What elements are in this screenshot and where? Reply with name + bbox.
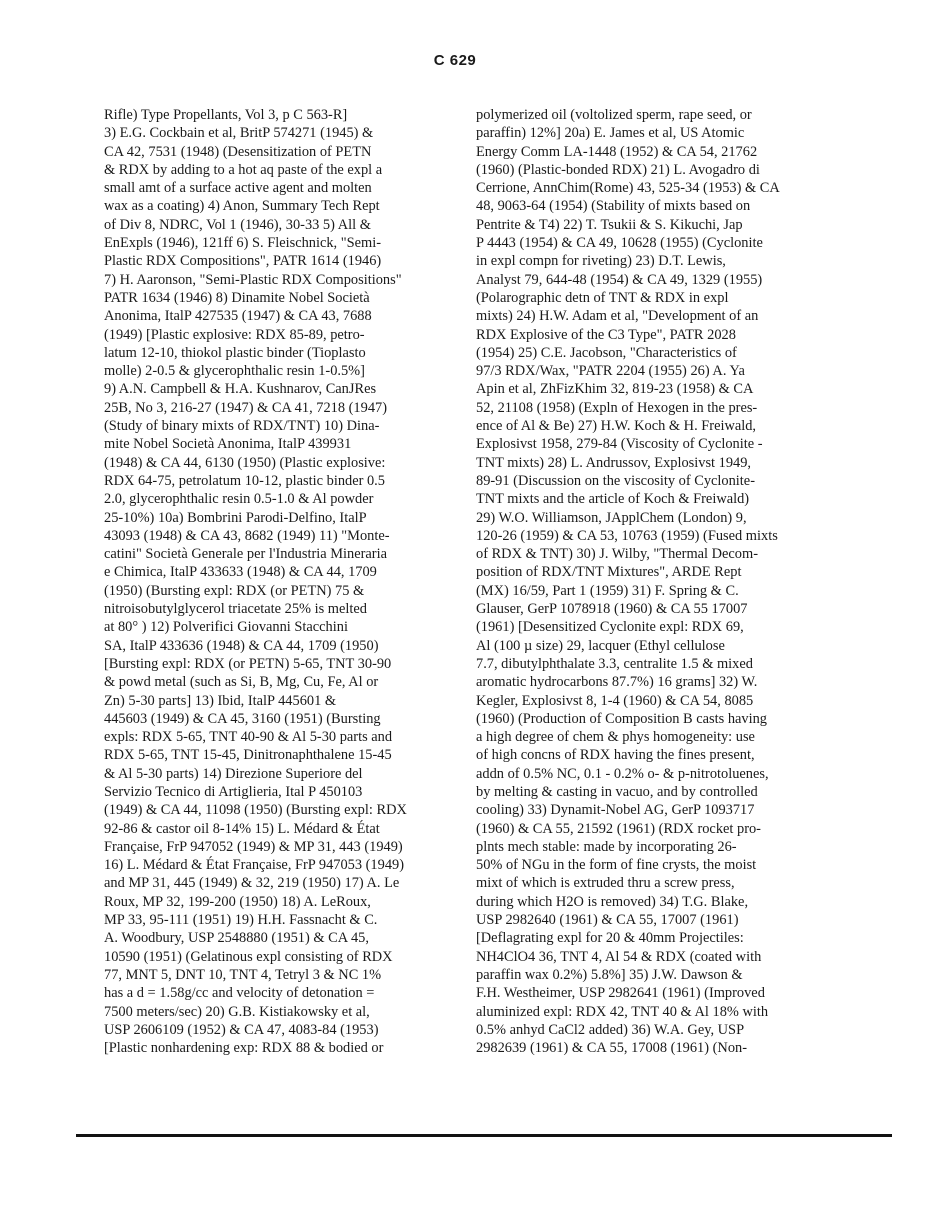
text-line: Al (100 µ size) 29, lacquer (Ethyl cellulose bbox=[476, 637, 725, 654]
text-line: Française, FrP 947052 (1949) & MP 31, 443 (1949) bbox=[104, 838, 403, 855]
footer-rule bbox=[76, 1134, 892, 1137]
text-line: 9) A.N. Campbell & H.A. Kushnarov, CanJRes bbox=[104, 381, 377, 398]
text-line: 0.5% anhyd CaCl2 added) 36) W.A. Gey, USP bbox=[476, 1021, 745, 1038]
text-line: (1954) 25) C.E. Jacobson, "Characteristics of bbox=[476, 344, 737, 361]
text-line: wax as a coating) 4) Anon, Summary Tech Rept bbox=[104, 198, 380, 215]
text-line: in expl compn for riveting) 23) D.T. Lewis, bbox=[476, 253, 726, 270]
text-line: expls: RDX 5-65, TNT 40-90 & Al 5-30 parts and bbox=[104, 729, 393, 746]
text-line: 25-10%) 10a) Bombrini Parodi-Delfino, ItalP bbox=[104, 509, 367, 526]
text-line: TNT mixts and the article of Koch & Freiwald) bbox=[476, 491, 750, 508]
text-line: aluminized expl: RDX 42, TNT 40 & Al 18% with bbox=[476, 1003, 769, 1020]
text-line: EnExpls (1946), 121ff 6) S. Fleischnick, "Semi- bbox=[104, 235, 382, 252]
text-line: Servizio Tecnico di Artiglieria, Ital P 450103 bbox=[104, 783, 363, 800]
text-line: [Plastic nonhardening exp: RDX 88 & bodied or bbox=[104, 1040, 384, 1057]
text-line: 7.7, dibutylphthalate 3.3, centralite 1.5 & mixed bbox=[476, 655, 753, 672]
text-line: 52, 21108 (1958) (Expln of Hexogen in the pres- bbox=[476, 399, 758, 416]
text-line: Apin et al, ZhFizKhim 32, 819-23 (1958) & CA bbox=[476, 381, 754, 398]
text-line: Zn) 5-30 parts] 13) Ibid, ItalP 445601 & bbox=[104, 692, 337, 709]
text-line: 97/3 RDX/Wax, "PATR 2204 (1955) 26) A. Ya bbox=[476, 363, 745, 380]
text-line: 48, 9063-64 (1954) (Stability of mixts based on bbox=[476, 198, 751, 215]
text-line: (MX) 16/59, Part 1 (1959) 31) F. Spring & C. bbox=[476, 582, 739, 599]
text-line: nitroisobutylglycerol triacetate 25% is melted bbox=[104, 601, 367, 618]
text-line: USP 2606109 (1952) & CA 47, 4083-84 (1953) bbox=[104, 1021, 379, 1038]
text-line: addn of 0.5% NC, 0.1 - 0.2% o- & p-nitrotoluenes, bbox=[476, 765, 769, 782]
text-line: aromatic hydrocarbons 87.7%) 16 grams] 32) W. bbox=[476, 674, 758, 691]
text-line: Cerrione, AnnChim(Rome) 43, 525-34 (1953) & CA bbox=[476, 180, 780, 197]
text-line: & Al 5-30 parts) 14) Direzione Superiore del bbox=[104, 765, 363, 782]
text-line: 10590 (1951) (Gelatinous expl consisting of RDX bbox=[104, 948, 393, 965]
text-line: has a d = 1.58g/cc and velocity of detonation = bbox=[104, 985, 375, 1002]
text-line: [Deflagrating expl for 20 & 40mm Projectiles: bbox=[476, 930, 744, 947]
text-line: of Div 8, NDRC, Vol 1 (1946), 30-33 5) All & bbox=[104, 216, 371, 233]
text-line: paraffin) 12%] 20a) E. James et al, US Atomic bbox=[476, 125, 745, 142]
text-line: 89-91 (Discussion on the viscosity of Cyclonite- bbox=[476, 472, 755, 489]
text-line: (Study of binary mixts of RDX/TNT) 10) Dina- bbox=[104, 418, 380, 435]
text-line: 92-86 & castor oil 8-14% 15) L. Médard & État bbox=[104, 820, 380, 837]
text-line: during which H2O is removed) 34) T.G. Blake, bbox=[476, 893, 749, 910]
text-line: (1948) & CA 44, 6130 (1950) (Plastic explosive: bbox=[104, 454, 386, 471]
text-line: 50% of NGu in the form of fine crysts, the moist bbox=[476, 857, 757, 874]
text-line: 29) W.O. Williamson, JApplChem (London) 9, bbox=[476, 509, 747, 526]
text-line: Pentrite & T4) 22) T. Tsukii & S. Kikuchi, Jap bbox=[476, 216, 743, 233]
text-line: TNT mixts) 28) L. Andrussov, Explosivst 1949, bbox=[476, 454, 752, 471]
text-line: A. Woodbury, USP 2548880 (1951) & CA 45, bbox=[104, 930, 369, 947]
page-number: C 629 bbox=[433, 52, 477, 69]
text-line: NH4ClO4 36, TNT 4, Al 54 & RDX (coated with bbox=[476, 948, 762, 965]
text-line: 43093 (1948) & CA 43, 8682 (1949) 11) "Monte- bbox=[104, 527, 390, 544]
text-line: paraffin wax 0.2%) 5.8%] 35) J.W. Dawson & bbox=[476, 966, 743, 983]
text-line: ence of Al & Be) 27) H.W. Koch & H. Freiwald, bbox=[476, 418, 757, 435]
text-line: RDX Explosive of the C3 Type", PATR 2028 bbox=[476, 326, 736, 343]
text-line: Plastic RDX Compositions", PATR 1614 (1946) bbox=[104, 253, 382, 270]
text-line: mite Nobel Società Anonima, ItalP 439931 bbox=[104, 436, 352, 453]
text-line: and MP 31, 445 (1949) & 32, 219 (1950) 17) A. Le bbox=[104, 875, 400, 892]
text-line: Kegler, Explosivst 8, 1-4 (1960) & CA 54, 8085 bbox=[476, 692, 754, 709]
text-line: 445603 (1949) & CA 45, 3160 (1951) (Bursting bbox=[104, 710, 381, 727]
left-text-column bbox=[104, 106, 452, 1057]
text-line: mixt of which is extruded thru a screw press, bbox=[476, 875, 735, 892]
text-line: Anonima, ItalP 427535 (1947) & CA 43, 7688 bbox=[104, 308, 372, 325]
text-line: 120-26 (1959) & CA 53, 10763 (1959) (Fused mixts bbox=[476, 527, 778, 544]
text-line: [Bursting expl: RDX (or PETN) 5-65, TNT 30-90 bbox=[104, 655, 392, 672]
text-line: 7500 meters/sec) 20) G.B. Kistiakowsky et al, bbox=[104, 1003, 370, 1020]
text-line: USP 2982640 (1961) & CA 55, 17007 (1961) bbox=[476, 912, 739, 929]
text-line: plnts mech stable: made by incorporating 26- bbox=[476, 838, 737, 855]
text-line: (1960) (Plastic-bonded RDX) 21) L. Avogadro di bbox=[476, 161, 760, 178]
text-line: by melting & casting in vacuo, and by controlled bbox=[476, 783, 758, 800]
text-line: SA, ItalP 433636 (1948) & CA 44, 1709 (1950) bbox=[104, 637, 379, 654]
text-line: RDX 64-75, petrolatum 10-12, plastic binder 0.5 bbox=[104, 472, 385, 489]
text-line: small amt of a surface active agent and molten bbox=[104, 180, 372, 197]
text-line: catini" Società Generale per l'Industria Mineraria bbox=[104, 546, 387, 563]
text-line: latum 12-10, thiokol plastic binder (Tioplasto bbox=[104, 344, 366, 361]
text-line: Energy Comm LA-1448 (1952) & CA 54, 21762 bbox=[476, 143, 758, 160]
text-line: cooling) 33) Dynamit-Nobel AG, GerP 1093717 bbox=[476, 802, 755, 819]
right-text-column bbox=[476, 106, 826, 1057]
text-line: CA 42, 7531 (1948) (Desensitization of PETN bbox=[104, 143, 372, 160]
text-line: a high degree of chem & phys homogeneity: use bbox=[476, 729, 755, 746]
text-line: & powd metal (such as Si, B, Mg, Cu, Fe, Al or bbox=[104, 674, 379, 691]
text-line: Glauser, GerP 1078918 (1960) & CA 55 17007 bbox=[476, 601, 748, 618]
text-line: (1960) (Production of Composition B casts having bbox=[476, 710, 767, 727]
text-line: of high concns of RDX having the fines present, bbox=[476, 747, 755, 764]
text-line: Roux, MP 32, 199-200 (1950) 18) A. LeRoux, bbox=[104, 893, 371, 910]
text-line: 3) E.G. Cockbain et al, BritP 574271 (1945) & bbox=[104, 125, 374, 142]
text-line: F.H. Westheimer, USP 2982641 (1961) (Improved bbox=[476, 985, 765, 1002]
text-line: 2.0, glycerophthalic resin 0.5-1.0 & Al powder bbox=[104, 491, 374, 508]
text-line: (1950) (Bursting expl: RDX (or PETN) 75 & bbox=[104, 582, 365, 599]
text-line: Explosivst 1958, 279-84 (Viscosity of Cyclonite - bbox=[476, 436, 763, 453]
text-line: of RDX & TNT) 30) J. Wilby, "Thermal Decom- bbox=[476, 546, 758, 563]
text-line: (1961) [Desensitized Cyclonite expl: RDX 69, bbox=[476, 619, 744, 636]
text-line: molle) 2-0.5 & glycerophthalic resin 1-0.5%] bbox=[104, 363, 365, 380]
text-line: e Chimica, ItalP 433633 (1948) & CA 44, 1709 bbox=[104, 564, 377, 581]
text-line: (1949) & CA 44, 11098 (1950) (Bursting expl: RDX bbox=[104, 802, 407, 819]
text-line: polymerized oil (voltolized sperm, rape seed, or bbox=[476, 107, 752, 123]
text-line: 2982639 (1961) & CA 55, 17008 (1961) (Non- bbox=[476, 1040, 748, 1057]
text-line: mixts) 24) H.W. Adam et al, "Development of an bbox=[476, 308, 759, 325]
text-line: 16) L. Médard & État Française, FrP 947053 (1949) bbox=[104, 857, 405, 874]
text-line: (1960) & CA 55, 21592 (1961) (RDX rocket pro- bbox=[476, 820, 761, 837]
text-line: MP 33, 95-111 (1951) 19) H.H. Fassnacht & C. bbox=[104, 912, 378, 929]
text-line: Analyst 79, 644-48 (1954) & CA 49, 1329 (1955) bbox=[476, 271, 763, 288]
text-line: P 4443 (1954) & CA 49, 10628 (1955) (Cyclonite bbox=[476, 235, 763, 252]
text-line: position of RDX/TNT Mixtures", ARDE Rept bbox=[476, 564, 742, 581]
text-line: & RDX by adding to a hot aq paste of the expl a bbox=[104, 161, 383, 178]
text-line: (1949) [Plastic explosive: RDX 85-89, petro- bbox=[104, 326, 365, 343]
text-line: 7) H. Aaronson, "Semi-Plastic RDX Compositions" bbox=[104, 271, 402, 288]
text-line: 77, MNT 5, DNT 10, TNT 4, Tetryl 3 & NC 1% bbox=[104, 966, 382, 983]
text-line: Rifle) Type Propellants, Vol 3, p C 563-R] bbox=[104, 107, 348, 123]
text-line: PATR 1634 (1946) 8) Dinamite Nobel Società bbox=[104, 289, 370, 306]
text-line: 25B, No 3, 216-27 (1947) & CA 41, 7218 (1947) bbox=[104, 399, 388, 416]
text-line: (Polarographic detn of TNT & RDX in expl bbox=[476, 289, 729, 306]
text-line: at 80° ) 12) Polverifici Giovanni Stacchini bbox=[104, 619, 348, 636]
text-line: RDX 5-65, TNT 15-45, Dinitronaphthalene 15-45 bbox=[104, 747, 392, 764]
